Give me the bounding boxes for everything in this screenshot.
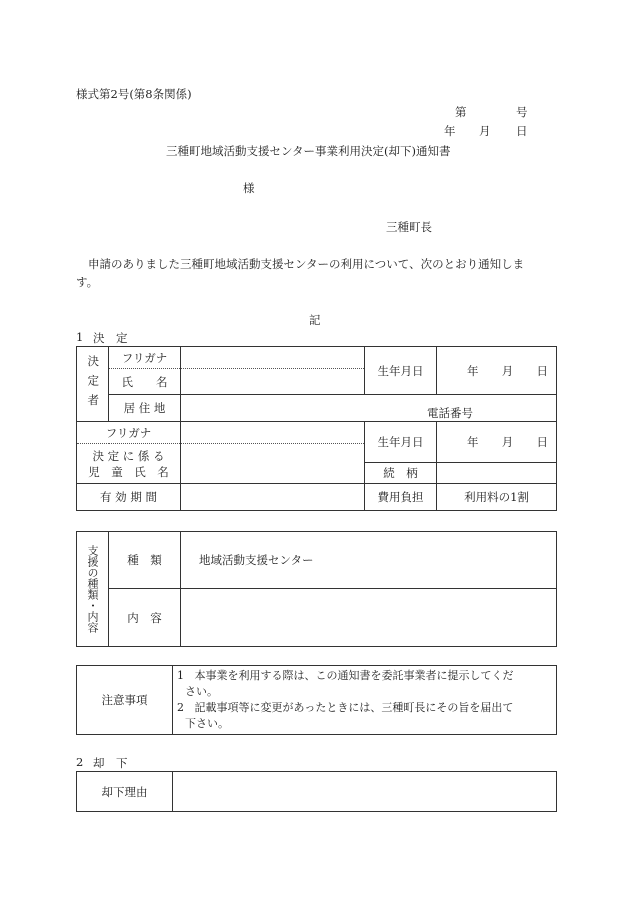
rejection-reason-field[interactable] (173, 772, 557, 812)
furigana-label: フリガナ (109, 347, 181, 369)
name-label: 氏 名 (109, 369, 181, 395)
notes-table (76, 665, 557, 735)
child-birth-year-label: 年 (467, 435, 479, 449)
issuer: 三種町長 (386, 220, 432, 234)
section1-heading: 決 定 (93, 331, 128, 345)
decider-label-cell (77, 347, 109, 422)
date-day: 日 (516, 124, 528, 138)
child-birth-date-label: 生年月日 (365, 422, 437, 463)
child-name-field[interactable] (181, 444, 365, 484)
phone-label: 電話番号 (427, 406, 473, 420)
furigana-field[interactable] (181, 347, 365, 369)
support-side-label: 支援の種類・内容 (86, 545, 99, 633)
section2-heading: 却 下 (93, 756, 128, 770)
support-content-field[interactable] (181, 589, 557, 647)
birth-year-label: 年 (467, 363, 479, 378)
rejection-reason-label: 却下理由 (77, 772, 173, 812)
address-field[interactable] (181, 395, 557, 422)
ki-mark: 記 (309, 313, 321, 327)
support-table (76, 531, 557, 647)
support-type-value: 地域活動支援センター (181, 532, 557, 589)
note1-line1: 本事業を利用する際は、この通知書を委託事業者に提示してくだ (194, 669, 514, 682)
intro-text-line1: 申請のありました三種町地域活動支援センターの利用について、次のとおり通知しま (88, 257, 525, 271)
child-name-label-line2: 児 童 氏 名 (88, 464, 169, 479)
notes-content (173, 666, 557, 735)
section1-number: 1 (76, 330, 84, 344)
child-name-label (77, 444, 181, 484)
intro-text-line2: す。 (76, 275, 99, 289)
child-birth-day-label: 日 (536, 435, 548, 449)
section2-number: 2 (76, 755, 84, 769)
addressee-suffix: 様 (243, 181, 255, 195)
note2-line1: 記載事項等に変更があったときには、三種町長にその旨を届出て (194, 701, 514, 714)
note1-number: 1 (177, 669, 184, 682)
date-month: 月 (479, 124, 491, 138)
cost-label: 費用負担 (365, 484, 437, 511)
birth-day-label: 日 (536, 363, 548, 378)
support-side-cell (77, 532, 109, 647)
child-furigana-label: フリガナ (77, 422, 181, 444)
cost-value: 利用料の1割 (437, 484, 557, 511)
decider-label: 決定者 (86, 354, 101, 414)
date-year: 年 (444, 124, 456, 138)
note1-line2: さい。 (185, 685, 218, 698)
note2-number: 2 (177, 701, 184, 714)
number-dai: 第 (455, 105, 467, 119)
rejection-table (76, 771, 557, 812)
relation-label: 続 柄 (365, 463, 437, 484)
document-title: 三種町地域活動支援センター事業利用決定(却下)通知書 (166, 144, 451, 158)
notes-label: 注意事項 (77, 666, 173, 735)
note2-line2: 下さい。 (185, 717, 229, 730)
birth-date-field[interactable] (437, 347, 557, 395)
validity-field[interactable] (181, 484, 365, 511)
relation-field[interactable] (437, 463, 557, 484)
address-label: 居 住 地 (109, 395, 181, 422)
validity-label: 有 効 期 間 (77, 484, 181, 511)
child-name-label-line1: 決 定 に 係 る (92, 448, 165, 463)
number-go: 号 (516, 105, 528, 119)
support-type-label: 種 類 (109, 532, 181, 589)
birth-month-label: 月 (501, 363, 514, 378)
child-birth-date-field[interactable] (437, 422, 557, 463)
form-number: 様式第2号(第8条関係) (76, 87, 192, 101)
child-furigana-field[interactable] (181, 422, 365, 444)
name-field[interactable] (181, 369, 365, 395)
birth-date-label: 生年月日 (365, 347, 437, 395)
child-birth-month-label: 月 (501, 435, 514, 449)
decision-table (76, 346, 557, 511)
support-content-label: 内 容 (109, 589, 181, 647)
